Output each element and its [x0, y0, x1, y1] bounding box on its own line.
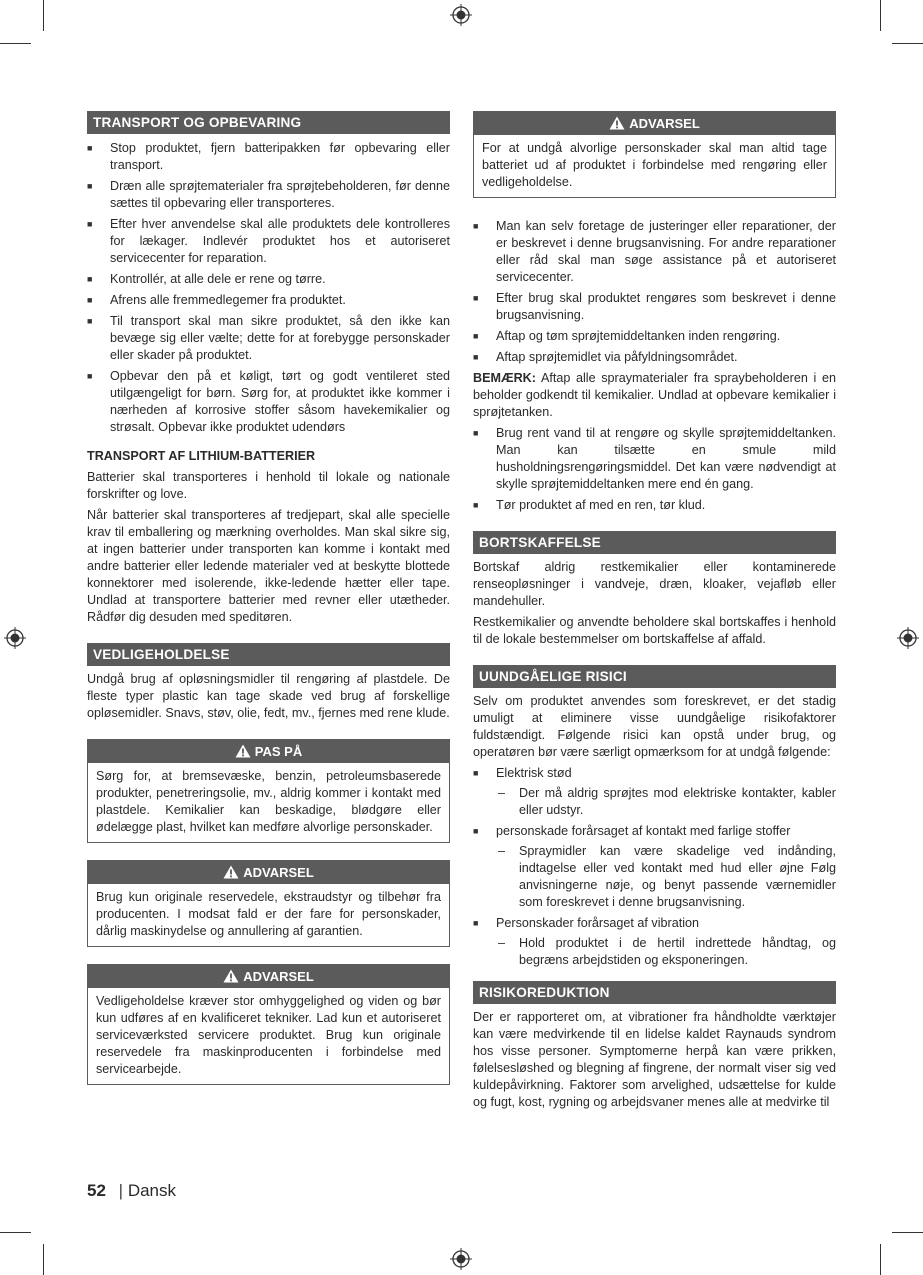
warning-title: [88, 965, 449, 988]
caution-body: Sørg for, at bremsevæske, benzin, petroleumsbaserede produkter, penetreringsolie, mv., aldrig kommer i kontakt med plastdele. Kemikalier kan beskadige, blødgøre eller ødelægge plast, hvilket kan medføre alvorlige personskader.: [96, 769, 441, 834]
sub-list: [496, 843, 836, 911]
crop-mark: [43, 1244, 44, 1275]
risk-text: Elektrisk stød: [496, 766, 572, 780]
warning-triangle-icon: [223, 969, 239, 983]
list-item: ■ Tør produktet af med en ren, tør klud.: [473, 497, 836, 514]
list-item: [473, 915, 836, 969]
section-header-risks: UUNDGÅELIGE RISICI: [473, 665, 836, 688]
risks-list: [473, 765, 836, 969]
crop-mark: [0, 43, 31, 44]
sub-list-item: – Spraymidler kan være skadelige ved indånding, indtagelse eller ved kontakt med hud eller øjne Følg anvisningerne nøje, og benyt passende værnemidler som foreskrevet i denne brugsanvisning.: [496, 843, 836, 911]
sub-list-item: – Der må aldrig sprøjtes mod elektriske kontakter, kabler eller udstyr.: [496, 785, 836, 819]
footer-language: Dansk: [127, 1181, 176, 1200]
list-item: ■ Dræn alle sprøjtematerialer fra sprøjtebeholderen, før denne sættes til opbevaring eller transporteres.: [87, 178, 450, 212]
list-item: ■ Efter hver anvendelse skal alle produktets dele kontrolleres for lækager. Indlevér produktet hos et autoriseret servicecenter for reparation.: [87, 216, 450, 267]
caution-title: [88, 740, 449, 763]
list-item: ■ Kontrollér, at alle dele er rene og tørre.: [87, 271, 450, 288]
paragraph: Undgå brug af opløsningsmidler til rengøring af plastdele. De fleste typer plastic kan tage skade ved brug af forskellige opløsemidler. Snavs, støv, olie, fedt, mv., fjernes med rene klude.: [87, 672, 450, 720]
crop-mark: [880, 0, 881, 31]
caution-box: [87, 739, 450, 843]
note-paragraph: [473, 370, 836, 421]
warning-title-text: ADVARSEL: [243, 865, 314, 880]
paragraph: Restkemikalier og anvendte beholdere skal bortskaffes i henhold til de lokale bestemmelser om bortskaffelse af affald.: [473, 615, 836, 646]
registration-mark-icon: [450, 4, 472, 26]
list-item: [473, 823, 836, 911]
sub-list-item: – Hold produktet i de hertil indrettede håndtag, og begræns arbejdstiden og eksponeringen.: [496, 935, 836, 969]
crop-mark: [892, 1232, 923, 1233]
list-item: ■ Afrens alle fremmedlegemer fra produktet.: [87, 292, 450, 309]
footer-separator: |: [118, 1181, 124, 1200]
paragraph: Batterier skal transporteres i henhold til lokale og nationale forskrifter og love.: [87, 470, 450, 501]
registration-mark-icon: [4, 627, 26, 649]
crop-mark: [0, 1232, 31, 1233]
list-item: ■ Efter brug skal produktet rengøres som beskrevet i denne brugsanvisning.: [473, 290, 836, 324]
crop-mark: [43, 0, 44, 31]
warning-box: [87, 964, 450, 1085]
crop-mark: [892, 43, 923, 44]
sub-list: [496, 935, 836, 969]
warning-title-text: ADVARSEL: [629, 116, 700, 131]
subheading-lithium: TRANSPORT AF LITHIUM-BATTERIER: [87, 449, 316, 463]
list-item: ■ Aftap og tøm sprøjtemiddeltanken inden rengøring.: [473, 328, 836, 345]
caution-title-text: PAS PÅ: [254, 744, 303, 759]
section-header-disposal: BORTSKAFFELSE: [473, 531, 836, 554]
note-text: Aftap alle spraymaterialer fra spraybeholderen i en beholder godkendt til kemikalier. Undlad at opbevare kemikalier i sprøjtetanken.: [473, 371, 836, 419]
warning-box: [473, 111, 836, 198]
warning-body: Brug kun originale reservedele, ekstraudstyr og tilbehør fra producenten. I modsat fald er der fare for personskader, dårlig maskinydelse og annullering af garantien.: [96, 890, 441, 938]
cleaning-list: [473, 218, 836, 366]
list-item: ■ Opbevar den på et køligt, tørt og godt ventileret sted utilgængeligt for børn. Sørg for, at produktet ikke kommer i nærheden af korrosive stoffer såsom havekemikalier og strøsalt. Opbevar ikke produktet udendørs: [87, 368, 450, 436]
warning-triangle-icon: [609, 116, 625, 130]
registration-mark-icon: [450, 1248, 472, 1270]
warning-title-text: ADVARSEL: [243, 969, 314, 984]
left-column: [87, 111, 450, 1085]
warning-title: [88, 861, 449, 884]
risk-text: Personskader forårsaget af vibration: [496, 916, 700, 930]
paragraph: Der er rapporteret om, at vibrationer fra håndholdte værktøjer kan være medvirkende til en lidelse kaldet Raynauds syndrom hos visse personer. Symptomerne herpå kan være prikken, følelsesløshed og blegning af fingrene, der normalt viser sig ved kuldepåvirkning. Faktorer som arvelighed, udsættelse for kulde og fugt, kost, rygning og arbejdsvaner menes alle at medvirke til: [473, 1010, 836, 1109]
warning-body: Vedligeholdelse kræver stor omhyggelighed og viden og bør kun udføres af en kvalificeret tekniker. Lad kun et autoriseret serviceværksted servicere produktet. Brug kun originale reservedele fra maskinproducenten i forbindelse med servicearbejde.: [96, 994, 441, 1076]
rinse-list: [473, 425, 836, 514]
right-column: [473, 111, 836, 1115]
sub-list: [496, 785, 836, 819]
section-header-risk-reduction: RISIKOREDUKTION: [473, 981, 836, 1004]
list-item: ■ Aftap sprøjtemidlet via påfyldningsområdet.: [473, 349, 836, 366]
list-item: ■ Stop produktet, fjern batteripakken før opbevaring eller transport.: [87, 140, 450, 174]
page-number: 52: [87, 1181, 106, 1200]
transport-list: [87, 140, 450, 436]
warning-triangle-icon: [235, 744, 251, 758]
warning-triangle-icon: [223, 865, 239, 879]
list-item: ■ Til transport skal man sikre produktet, så den ikke kan bevæge sig eller vælte; dette for at forebygge personskader eller skader på produktet.: [87, 313, 450, 364]
paragraph: Når batterier skal transporteres af tredjepart, skal alle specielle krav til emballering og mærkning overholdes. Man skal sikre sig, at ingen batterier under transporten kan komme i kontakt med andre batterier eller ledende materialer ved at beskytte blottede konnektorer med isolerende, ikke-ledende hætter eller tape. Undlad at transportere batterier med revner eller utætheder. Rådfør dig desuden med speditøren.: [87, 508, 450, 624]
risk-text: personskade forårsaget af kontakt med farlige stoffer: [496, 824, 791, 838]
list-item: ■ Man kan selv foretage de justeringer eller reparationer, der er beskrevet i denne brugsanvisning. For andre reparationer eller råd skal man søge assistance på et autoriseret servicecenter.: [473, 218, 836, 286]
paragraph: Selv om produktet anvendes som foreskrevet, er det stadig umuligt at eliminere visse uundgåelige risikofaktorer fuldstændigt. Følgende risici kan opstå under brug, og operatøren bør være særligt opmærksom for at undgå følgende:: [473, 694, 836, 759]
registration-mark-icon: [897, 627, 919, 649]
warning-body: For at undgå alvorlige personskader skal man altid tage batteriet ud af produktet i forbindelse med rengøring eller vedligeholdelse.: [482, 141, 827, 189]
warning-box: [87, 860, 450, 947]
paragraph: Bortskaf aldrig restkemikalier eller kontaminerede renseopløsninger i vandveje, dræn, kloaker, vejafløb eller mandehuller.: [473, 560, 836, 608]
section-header-transport: TRANSPORT OG OPBEVARING: [87, 111, 450, 134]
warning-title: [474, 112, 835, 135]
section-header-maintenance: VEDLIGEHOLDELSE: [87, 643, 450, 666]
list-item: ■ Brug rent vand til at rengøre og skylle sprøjtemiddeltanken. Man kan tilsætte en smule mild husholdningsrengøringsmiddel. Det kan være nødvendigt at skylle sprøjtemiddeltanken mere end én gang.: [473, 425, 836, 493]
note-label: BEMÆRK:: [473, 371, 536, 385]
page-footer: [87, 1180, 176, 1202]
crop-mark: [880, 1244, 881, 1275]
list-item: [473, 765, 836, 819]
